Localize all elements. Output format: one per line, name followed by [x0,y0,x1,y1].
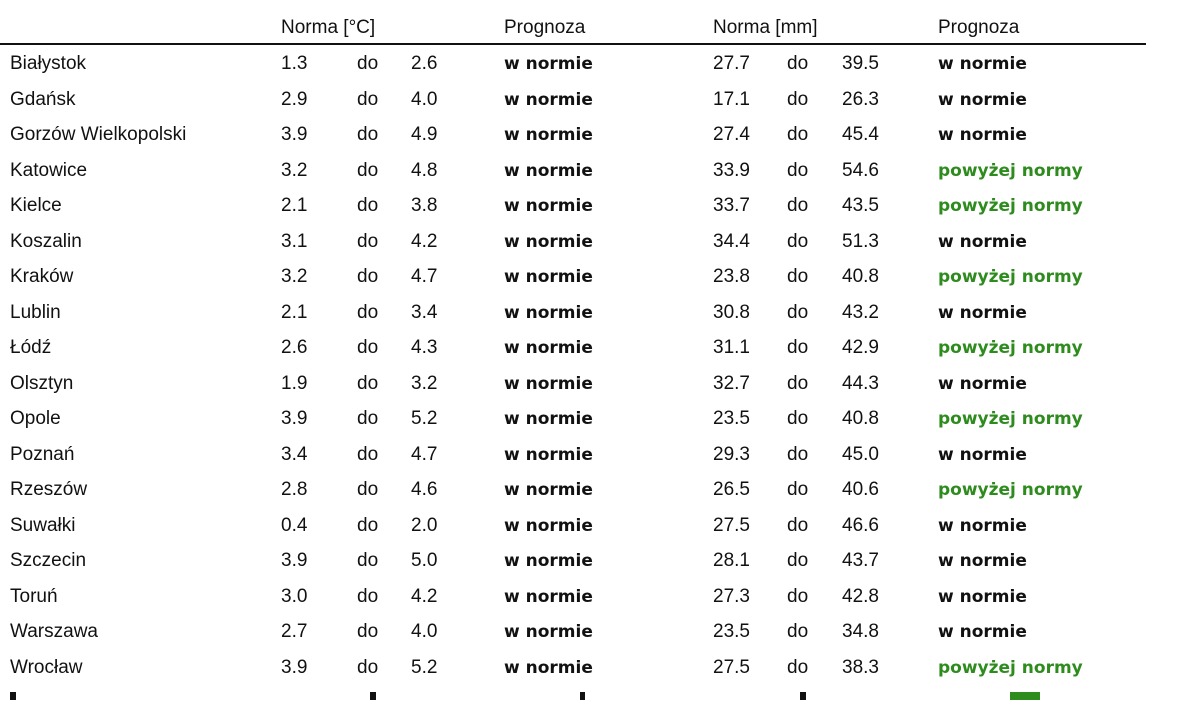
table-row [0,474,1200,510]
precip-forecast: w normie [938,586,1027,607]
temp-forecast: w normie [504,125,593,145]
temp-forecast: w normie [504,196,593,216]
precip-forecast: powyżej normy [938,657,1083,678]
precip-range-separator: do [787,301,809,323]
precip-norm-low: 23.5 [713,621,750,642]
temp-range-separator: do [357,301,379,323]
precip-forecast: powyżej normy [938,267,1083,287]
precip-range-separator: do [787,550,809,571]
temp-norm-low: 3.4 [281,443,308,465]
temp-norm-low: 3.2 [281,159,308,181]
temp-norm-low: 2.9 [281,88,308,110]
temp-norm-low: 2.6 [281,337,308,358]
temp-norm-low: 2.7 [281,621,308,642]
temp-norm-high: 5.2 [411,408,438,429]
precip-norm-low: 23.5 [713,408,750,429]
temp-norm-low: 1.3 [281,53,308,74]
precip-range-separator: do [787,479,809,500]
precip-norm-low: 33.7 [713,195,750,216]
precip-forecast: powyżej normy [938,480,1083,500]
temp-norm-high: 3.8 [411,195,438,216]
cropped-glyph [1010,692,1040,700]
city-name: Lublin [10,301,61,323]
precip-norm-high: 43.7 [842,550,879,571]
precip-forecast: powyżej normy [938,196,1083,216]
temp-range-separator: do [357,408,379,429]
precip-forecast: w normie [938,444,1027,465]
precip-range-separator: do [787,230,809,252]
temp-range-separator: do [357,585,379,607]
precip-forecast: w normie [938,125,1027,145]
temp-norm-high: 5.0 [411,550,438,571]
temp-range-separator: do [357,159,379,181]
temp-range-separator: do [357,337,379,358]
precip-norm-low: 27.4 [713,124,750,145]
temp-norm-low: 0.4 [281,514,308,536]
temp-forecast: w normie [504,231,593,252]
temp-norm-low: 3.1 [281,230,308,252]
cropped-top-fragment [0,0,1200,2]
temp-range-separator: do [357,266,379,287]
table-row [0,545,1200,581]
cropped-glyph [10,692,16,700]
precip-range-separator: do [787,88,809,110]
precip-norm-low: 27.3 [713,585,750,607]
cropped-glyph [370,692,376,700]
temp-norm-high: 4.3 [411,337,438,358]
header-precip-forecast: Prognoza [938,17,1020,38]
city-name: Kielce [10,195,62,216]
city-name: Łódź [10,337,52,358]
temp-norm-low: 1.9 [281,372,308,394]
temp-range-separator: do [357,656,379,678]
temp-norm-high: 4.7 [411,266,438,287]
temp-forecast: w normie [504,657,593,678]
city-name: Szczecin [10,550,87,571]
precip-norm-low: 27.5 [713,514,750,536]
precip-norm-high: 42.9 [842,337,879,358]
temp-norm-high: 3.2 [411,372,438,394]
precip-norm-low: 32.7 [713,372,750,394]
temp-norm-high: 4.6 [411,479,438,500]
table-row [0,226,1200,262]
precip-range-separator: do [787,53,809,74]
temp-range-separator: do [357,514,379,536]
precip-norm-low: 27.7 [713,53,750,74]
city-name: Gdańsk [10,88,76,110]
precip-norm-low: 26.5 [713,479,750,500]
city-name: Suwałki [10,514,76,536]
temp-norm-high: 3.4 [411,301,438,323]
temp-range-separator: do [357,479,379,500]
precip-forecast: w normie [938,302,1027,323]
city-name: Opole [10,408,61,429]
table-row [0,190,1200,226]
temp-range-separator: do [357,88,379,110]
precip-forecast: w normie [938,231,1027,252]
precip-forecast: w normie [938,89,1027,110]
precip-range-separator: do [787,195,809,216]
precip-norm-high: 45.4 [842,124,879,145]
temp-norm-low: 2.1 [281,195,308,216]
temp-forecast: w normie [504,54,593,74]
header-temp-forecast: Prognoza [504,17,586,38]
temp-range-separator: do [357,621,379,642]
precip-norm-low: 28.1 [713,550,750,571]
precip-norm-high: 51.3 [842,230,879,252]
city-name: Toruń [10,585,58,607]
table-row [0,403,1200,439]
temp-norm-low: 2.1 [281,301,308,323]
temp-norm-low: 3.2 [281,266,308,287]
precip-range-separator: do [787,514,809,536]
precip-norm-high: 43.2 [842,301,879,323]
table-row [0,510,1200,546]
table-body [0,48,1200,687]
temp-range-separator: do [357,372,379,394]
temp-norm-low: 3.9 [281,408,308,429]
city-name: Warszawa [10,621,98,642]
precip-range-separator: do [787,337,809,358]
city-name: Gorzów Wielkopolski [10,124,187,145]
table-row [0,155,1200,191]
table-row [0,84,1200,120]
temp-norm-high: 4.0 [411,621,438,642]
city-name: Poznań [10,443,75,465]
temp-norm-high: 5.2 [411,656,438,678]
precip-norm-high: 40.8 [842,408,879,429]
city-name: Koszalin [10,230,82,252]
temp-forecast: w normie [504,586,593,607]
temp-norm-high: 4.2 [411,585,438,607]
precip-norm-low: 29.3 [713,443,750,465]
temp-range-separator: do [357,443,379,465]
temp-range-separator: do [357,124,379,145]
temp-forecast: w normie [504,160,593,181]
table-row [0,48,1200,84]
temp-norm-high: 2.0 [411,514,438,536]
temp-forecast: w normie [504,622,593,642]
temp-range-separator: do [357,550,379,571]
precip-norm-high: 54.6 [842,159,879,181]
precip-norm-low: 23.8 [713,266,750,287]
temp-norm-low: 3.9 [281,124,308,145]
temp-range-separator: do [357,53,379,74]
precip-norm-high: 38.3 [842,656,879,678]
precip-norm-high: 40.6 [842,479,879,500]
precip-norm-low: 17.1 [713,88,750,110]
table-row [0,581,1200,617]
precip-norm-high: 40.8 [842,266,879,287]
table-row [0,616,1200,652]
precip-forecast: w normie [938,551,1027,571]
precip-norm-low: 30.8 [713,301,750,323]
temp-norm-high: 4.9 [411,124,438,145]
city-name: Kraków [10,266,74,287]
precip-norm-low: 31.1 [713,337,750,358]
temp-forecast: w normie [504,267,593,287]
precip-forecast: w normie [938,622,1027,642]
table-row [0,297,1200,333]
header-temp-norm: Norma [°C] [281,17,376,38]
header-divider [0,43,1146,45]
temp-range-separator: do [357,230,379,252]
table-row [0,368,1200,404]
precip-forecast: powyżej normy [938,409,1083,429]
precip-range-separator: do [787,266,809,287]
temp-norm-high: 4.7 [411,443,438,465]
temp-range-separator: do [357,195,379,216]
precip-norm-high: 46.6 [842,514,879,536]
city-name: Wrocław [10,656,83,678]
precip-norm-low: 34.4 [713,230,750,252]
temp-norm-high: 2.6 [411,53,438,74]
temp-forecast: w normie [504,302,593,323]
temp-forecast: w normie [504,89,593,110]
precip-range-separator: do [787,621,809,642]
temp-forecast: w normie [504,373,593,394]
header-precip-norm: Norma [mm] [713,17,818,38]
city-name: Olsztyn [10,372,74,394]
precip-range-separator: do [787,124,809,145]
precip-range-separator: do [787,159,809,181]
temp-forecast: w normie [504,338,593,358]
temp-norm-high: 4.2 [411,230,438,252]
precip-norm-high: 34.8 [842,621,879,642]
precip-forecast: w normie [938,515,1027,536]
temp-norm-low: 3.9 [281,656,308,678]
temp-forecast: w normie [504,409,593,429]
precip-range-separator: do [787,585,809,607]
precip-norm-low: 33.9 [713,159,750,181]
precip-norm-high: 26.3 [842,88,879,110]
precip-range-separator: do [787,408,809,429]
precip-norm-high: 42.8 [842,585,879,607]
precip-forecast: powyżej normy [938,338,1083,358]
precip-forecast: powyżej normy [938,160,1083,181]
table-row [0,119,1200,155]
cropped-glyph [800,692,806,700]
city-name: Białystok [10,53,87,74]
temp-norm-low: 3.9 [281,550,308,571]
city-name: Rzeszów [10,479,88,500]
temp-forecast: w normie [504,480,593,500]
precip-range-separator: do [787,656,809,678]
precip-range-separator: do [787,443,809,465]
temp-forecast: w normie [504,515,593,536]
temp-forecast: w normie [504,551,593,571]
temp-norm-high: 4.8 [411,159,438,181]
temp-forecast: w normie [504,444,593,465]
table-row [0,261,1200,297]
precip-norm-high: 39.5 [842,53,879,74]
precip-norm-high: 45.0 [842,443,879,465]
precip-forecast: w normie [938,54,1027,74]
table-row [0,439,1200,475]
temp-norm-low: 3.0 [281,585,308,607]
table-header [0,14,1200,44]
table-row [0,332,1200,368]
table-row [0,652,1200,688]
cropped-glyph [580,692,585,700]
precip-forecast: w normie [938,373,1027,394]
temp-norm-high: 4.0 [411,88,438,110]
city-name: Katowice [10,159,88,181]
precip-norm-high: 43.5 [842,195,879,216]
temp-norm-low: 2.8 [281,479,308,500]
precip-norm-high: 44.3 [842,372,879,394]
precip-norm-low: 27.5 [713,656,750,678]
precip-range-separator: do [787,372,809,394]
